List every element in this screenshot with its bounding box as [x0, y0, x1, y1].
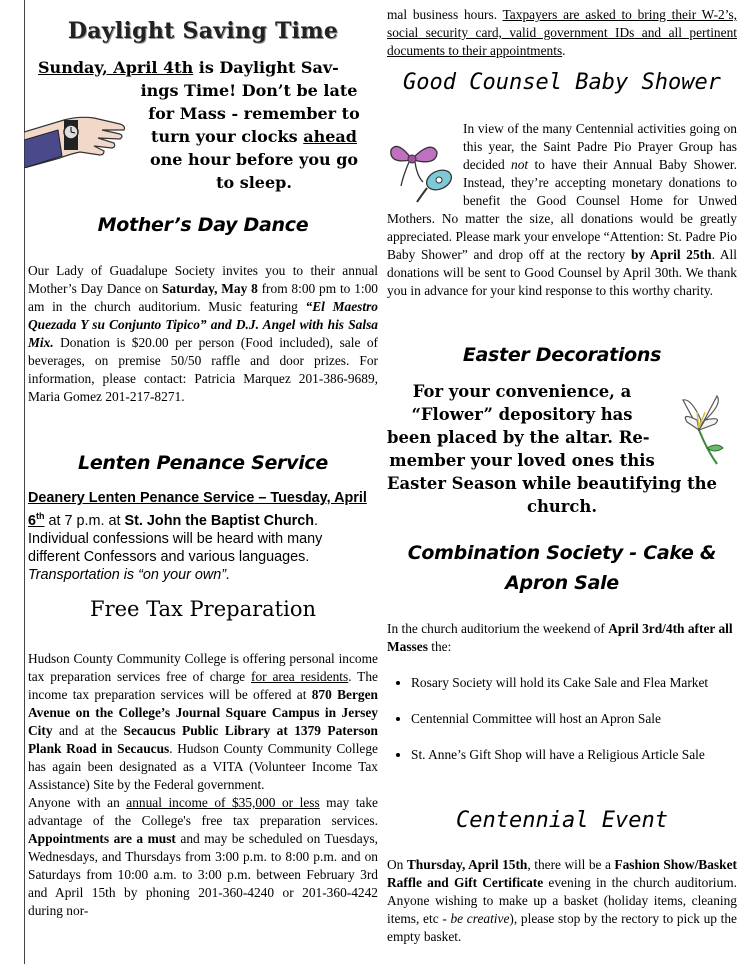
baby-shower-body: In view of the many Centennial activities going on this year, the Saint Padre Pio Prayer Group has decided not to have their Annual Baby Shower. Instead, they’re accepting monetary donations to benefit the Good Counsel Home for Unwed Mothers. No matter the size, all donations would be greatly appreciated. Please mark your envelope “Attention: St. Padre Pio Baby Shower” and drop off at the rectory by April 25th. All donations will be sent to Good Counsel by April 30th. We thank you in advance for your kind response to this worthy charity.	[387, 121, 738, 298]
dst-body: Sunday, April 4th is Daylight Sav- ings Time! Don’t be late for Mass - remember to turn your clocks ahead one hour before you go to sleep.	[38, 58, 360, 192]
combo-section	[387, 538, 737, 598]
mothers-day-title: Mother’s Day Dance	[97, 214, 309, 236]
list-item: • Rosary Society will hold its Cake Sale and Flea Market	[411, 674, 737, 692]
list-item: • St. Anne’s Gift Shop will have a Religious Article Sale	[411, 746, 737, 764]
list-item: • Centennial Committee will host an Apron Sale	[411, 710, 737, 728]
combo-title: Combination Society - Cake & Apron Sale	[407, 542, 717, 594]
combo-list	[387, 674, 737, 764]
tax-body: Hudson County Community College is offering personal income tax preparation services free of charge for area residents. The income tax preparation services will be offered at 870 Bergen Avenue on the College’s Journal Square Campus in Jersey City and at the Secaucus Public Library at 1379 Paterson Plank Road in Secaucus. Hudson County Community College has again been designated as a VITA (Volunteer Income Tax Assistance) Site by the Federal government. Anyone with an annual income of $35,000 or less may take advantage of the College's free tax preparation services. Appointments are a must and may be scheduled on Tuesdays, Wednesdays, and Thursdays from 3:00 p.m. to 8:00 p.m. and on Saturdays from 10:00 a.m. to 3:00 p.m. between February 3rd and April 15th by phoning 201-360-4240 or 201-360-4242 during nor-	[28, 651, 379, 918]
lenten-body: Deanery Lenten Penance Service – Tuesday, April 6th at 7 p.m. at St. John the Baptist Church. Individual confessions will be heard with many different Confessors and various languages. Transportation is “on your own”.	[28, 490, 367, 583]
easter-title: Easter Decorations	[462, 344, 662, 366]
baby-shower-title: Good Counsel Baby Shower	[403, 70, 721, 95]
baby-shower-section	[387, 70, 737, 95]
tax-title: Free Tax Preparation	[90, 597, 316, 621]
easter-section	[387, 344, 737, 366]
easter-body: For your convenience, a “Flower” depository has been placed by the altar. Re- member your loved ones this Easter Season while beautifying the church.	[387, 382, 717, 516]
mothers-day-body: Our Lady of Guadalupe Society invites you to their annual Mother’s Day Dance on Saturday, May 8 from 8:00 pm to 1:00 am in the church auditorium. Music featuring “El Maestro Quezada Y su Conjunto Tipico” and D.J. Angel with his Salsa Mix. Donation is $20.00 per person (Food included), sale of beverages, on premise 50/50 raffle and door prizes. For information, please contact: Patricia Marquez 201-386-9689, Maria Gomez 201-217-8271.	[28, 263, 378, 404]
dst-section	[28, 18, 378, 44]
dst-title: Daylight Saving Time	[67, 18, 339, 44]
lenten-section	[28, 452, 378, 474]
centennial-title: Centennial Event	[456, 808, 668, 833]
tax-continued: mal business hours. Taxpayers are asked to bring their W-2’s, social security card, valid government IDs and all pertinent documents to their appointments.	[387, 7, 737, 58]
mothers-day-section	[28, 214, 378, 236]
tax-section	[28, 597, 378, 621]
centennial-section	[387, 808, 737, 833]
lenten-title: Lenten Penance Service	[78, 452, 328, 474]
combo-body: In the church auditorium the weekend of April 3rd/4th after all Masses the: • Rosary Society will hold its Cake Sale and Flea Market • Centennial Committee will host an Apron Sale • St. Anne’s Gift Shop will have a Religious Article Sale	[387, 620, 737, 782]
centennial-body: On Thursday, April 15th, there will be a Fashion Show/Basket Raffle and Gift Certificate evening in the church auditorium. Anyone wishing to make up a basket (holiday items, cleaning items, etc - be creative), please stop by the rectory to pick up the empty basket.	[387, 857, 737, 944]
